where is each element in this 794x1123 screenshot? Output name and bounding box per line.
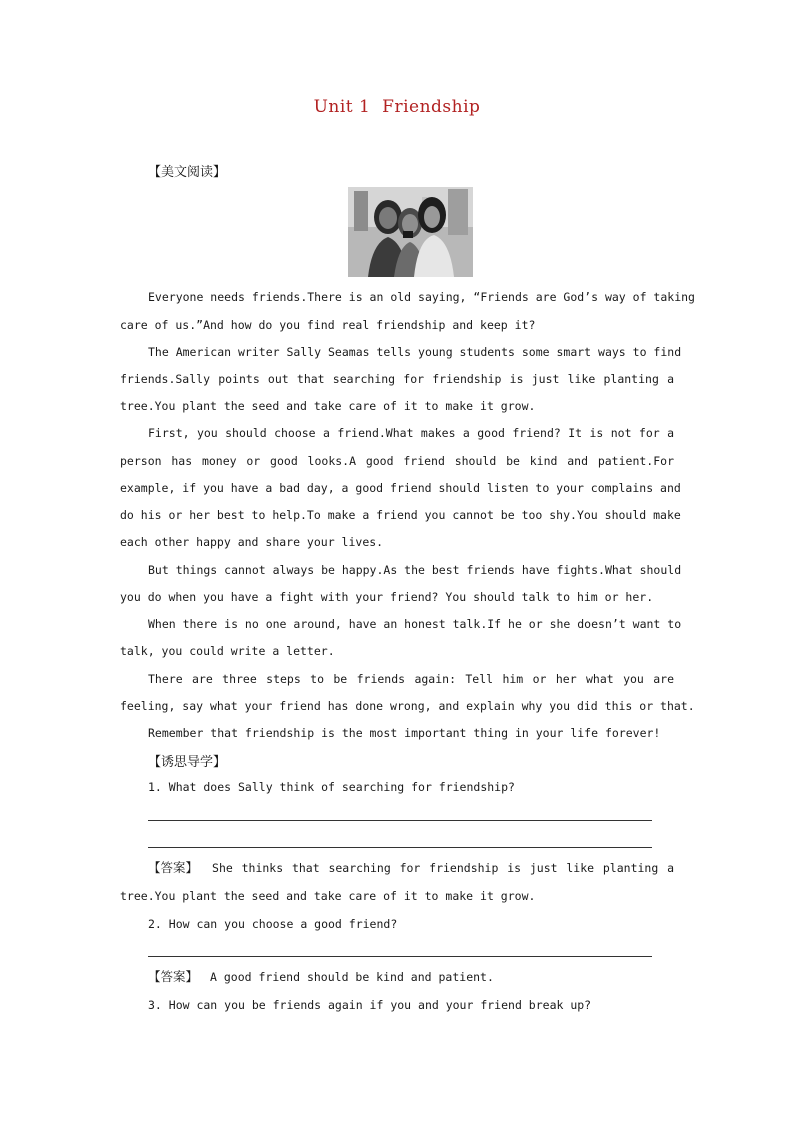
passage-line: do his or her best to help.To make a friend you cannot be too shy.You should make xyxy=(120,508,681,522)
passage-line: care of us.”And how do you find real friendship and keep it? xyxy=(120,318,536,332)
passage-line: When there is no one around, have an honest talk.If he or she doesn’t want to xyxy=(148,617,682,631)
answer-blank-line xyxy=(148,956,652,957)
passage-line: tree.You plant the seed and take care of it to make it grow. xyxy=(120,399,536,413)
answer-blank-line xyxy=(148,847,652,848)
passage-line: Everyone needs friends.There is an old saying, “Friends are God’s way of taking xyxy=(148,290,695,304)
passage-line: example, if you have a bad day, a good friend should listen to your complains and xyxy=(120,481,681,495)
section-heading-reading: 【美文阅读】 xyxy=(148,165,227,180)
photo-illustration xyxy=(348,187,473,277)
answer-2-text: A good friend should be kind and patient. xyxy=(210,970,494,984)
answer-1-continuation: tree.You plant the seed and take care of it to make it grow. xyxy=(120,889,536,903)
passage-line: But things cannot always be happy.As the best friends have fights.What should xyxy=(148,563,682,577)
passage-line: you do when you have a fight with your friend? You should talk to him or her. xyxy=(120,590,654,604)
section-heading-guide: 【诱思导学】 xyxy=(148,755,227,770)
answer-1-text: She thinks that searching for friendship is just like planting a xyxy=(212,861,674,875)
question-1: 1. What does Sally think of searching for friendship? xyxy=(148,780,515,794)
answer-1 xyxy=(148,861,674,875)
passage-line: feeling, say what your friend has done wrong, and explain why you did this or that. xyxy=(120,699,695,713)
question-2: 2. How can you choose a good friend? xyxy=(148,917,398,931)
question-3: 3. How can you be friends again if you and your friend break up? xyxy=(148,998,592,1012)
answer-2 xyxy=(148,970,674,984)
passage-line: person has money or good looks.A good friend should be kind and patient.For xyxy=(120,454,674,468)
passage-line: Remember that friendship is the most important thing in your life forever! xyxy=(148,726,661,740)
passage-line: each other happy and share your lives. xyxy=(120,535,384,549)
passage-line: First, you should choose a friend.What makes a good friend? It is not for a xyxy=(148,426,674,440)
passage-line: The American writer Sally Seamas tells young students some smart ways to find xyxy=(148,345,682,359)
answer-blank-line xyxy=(148,820,652,821)
passage-line: friends.Sally points out that searching for friendship is just like planting a xyxy=(120,372,674,386)
answer-label: 【答案】 xyxy=(148,860,199,875)
answer-label: 【答案】 xyxy=(148,969,199,984)
passage-line: talk, you could write a letter. xyxy=(120,644,335,658)
page-title: Unit 1 Friendship xyxy=(313,97,481,117)
three-women-photo-icon xyxy=(348,187,473,277)
passage-line: There are three steps to be friends again: Tell him or her what you are xyxy=(148,672,674,686)
